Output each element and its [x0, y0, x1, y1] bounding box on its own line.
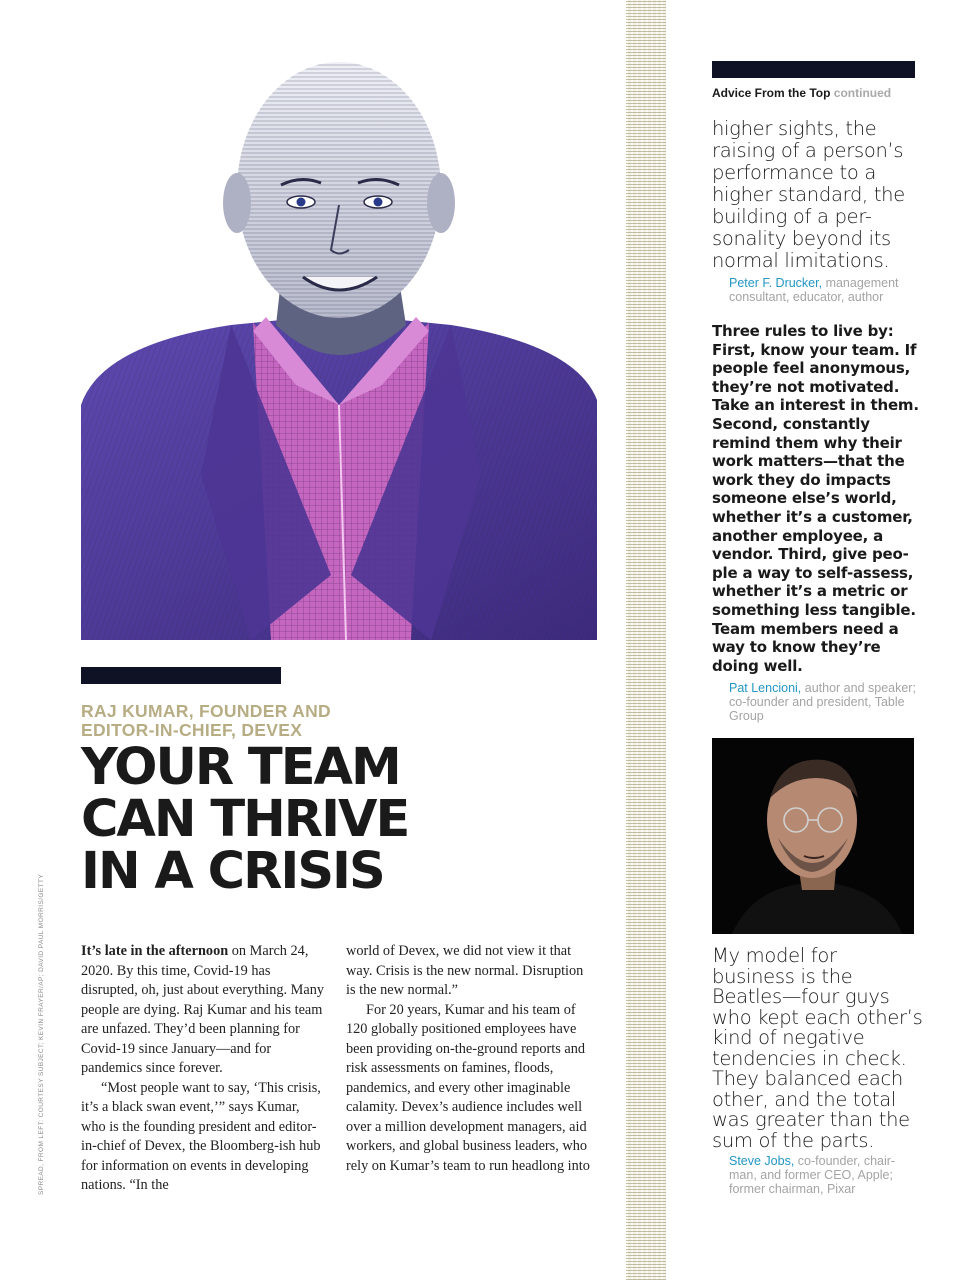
quote-line: Second, constantly [712, 414, 870, 433]
quote-line: First, know your team. If [712, 340, 917, 359]
quote-line: raising of a person’s [712, 139, 904, 162]
subject-line-1: RAJ KUMAR, FOUNDER AND [81, 701, 331, 721]
section-continued: continued [833, 86, 892, 100]
quote-line: building of a per- [712, 205, 872, 228]
section-title: Advice From the Top [712, 86, 831, 100]
quote-line: sonality beyond its [712, 227, 891, 250]
quote-drucker [712, 118, 927, 272]
body-paragraph [81, 942, 326, 1079]
quote-line: another employee, a [712, 526, 884, 545]
headline-line-3: IN A CRISIS [81, 842, 384, 901]
body-paragraph: “Most people want to say, ‘This crisis, it’s a black swan event,’” says Kumar, who is the founding president and editor-in-chief of Devex, the Bloomberg-ish hub for information on events in developing nations. “In the [81, 1079, 321, 1193]
attribution-title: management consultant, educator, author [729, 276, 899, 304]
quote-line: was greater than the [712, 1108, 910, 1131]
body-column-2 [346, 942, 591, 1176]
quote-line: My model for [712, 944, 837, 967]
quote-line: vendor. Third, give peo- [712, 545, 909, 564]
quote-line: something less tangible. [712, 600, 916, 619]
quote-line: work matters—that the [712, 452, 905, 471]
body-paragraph: world of Devex, we did not view it that way. Crisis is the new normal. Disruption is the new normal.” [346, 943, 584, 998]
section-rule-left [81, 667, 281, 684]
quote-line: ple a way to self-assess, [712, 563, 914, 582]
headline-line-1: YOUR TEAM [81, 738, 400, 797]
quote-line: way to know they’re [712, 638, 881, 657]
subject-line-2: EDITOR-IN-CHIEF, DEVEX [81, 720, 303, 740]
quote-line: whether it’s a customer, [712, 507, 913, 526]
quote-line: They balanced each [712, 1067, 903, 1090]
quote-attribution [729, 1154, 919, 1196]
page-gutter-pattern [626, 0, 666, 1280]
quote-jobs [712, 946, 927, 1151]
quote-lencioni [712, 322, 922, 675]
attribution-name: Peter F. Drucker, [729, 276, 823, 290]
quote-line: Team members need a [712, 619, 899, 638]
quote-line: remind them why their [712, 433, 902, 452]
section-rule-right [712, 61, 915, 78]
headline-line-2: CAN THRIVE [81, 790, 409, 849]
quote-line: someone else’s world, [712, 489, 897, 508]
quote-line: whether it’s a metric or [712, 582, 908, 601]
attribution-title: author and speaker; co-founder and president, Table Group [729, 681, 916, 723]
quote-line: normal limitations. [712, 249, 890, 272]
quote-line: business is the [712, 964, 853, 988]
photo-credit: SPREAD, FROM LEFT: COURTESY SUBJECT; KEVIN FRAYER/AP; DAVID PAUL MORRIS/GETTY [38, 873, 45, 1195]
portrait-illustration [81, 55, 597, 640]
body-column-1 [81, 942, 326, 1196]
quote-line: Three rules to live by: [712, 322, 894, 340]
quote-line: Beatles—four guys [712, 985, 890, 1008]
quote-line: who kept each other’s [712, 1005, 923, 1029]
body-paragraph: For 20 years, Kumar and his team of 120 globally positioned employees have been providing on-the-ground reports and risk assessments on famines, floods, pandemics, and every other imaginable calamity. Devex’s audience includes well over a million development managers, aid workers, and global business leaders, who rely on Kumar’s team to run headlong into [346, 1001, 590, 1174]
quote-line: tendencies in check. [712, 1046, 907, 1070]
attribution-name: Steve Jobs, [729, 1154, 795, 1168]
article-headline [81, 738, 501, 901]
attribution-title: co-founder, chair-man, and former CEO, Apple; former chairman, Pixar [729, 1154, 896, 1196]
article-subject [81, 702, 381, 740]
attribution-name: Pat Lencioni, [729, 681, 802, 695]
quote-line: they’re not motivated. [712, 377, 900, 396]
body-lead-in: It’s late in the afternoon [81, 943, 229, 959]
quote-attribution [729, 276, 919, 304]
sidebar-section-label [712, 86, 891, 100]
steve-jobs-photo [712, 738, 914, 934]
quote-line: higher standard, the [712, 183, 905, 206]
quote-line: higher sights, the [712, 117, 877, 140]
quote-attribution [729, 681, 919, 723]
quote-line: people feel anonymous, [712, 359, 911, 378]
body-text: on March 24, 2020. By this time, Covid-19 has disrupted, oh, just about everything. Many people are dying. Raj Kumar and his team are unfazed. They’d been planning for Covid-19 since January—and for pandemics since forever. [81, 943, 325, 1076]
quote-line: kind of negative [712, 1026, 865, 1049]
quote-line: work they do impacts [712, 470, 891, 489]
quote-line: performance to a [712, 161, 877, 184]
quote-line: doing well. [712, 656, 803, 675]
quote-line: sum of the parts. [712, 1128, 875, 1152]
quote-line: Take an interest in them. [712, 396, 919, 415]
quote-line: other, and the total [712, 1087, 897, 1111]
